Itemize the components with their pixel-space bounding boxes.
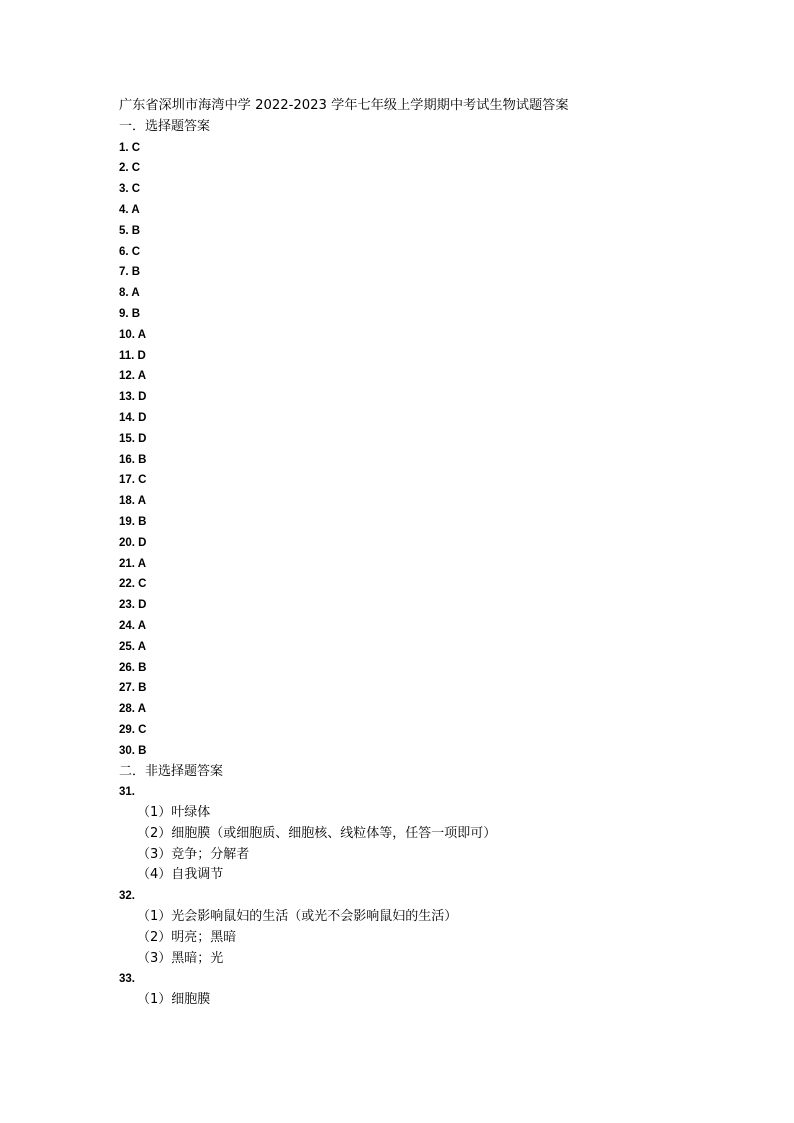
mc-answer: 6. C [119,245,141,258]
question-number: 31. [119,786,135,799]
mc-answer: 10. A [119,328,147,341]
sub-answer: （2）细胞膜（或细胞质、细胞核、线粒体等，任答一项即可） [137,825,497,841]
mc-answer: 27. B [119,682,147,695]
mc-answer: 3. C [119,183,141,196]
mc-answer: 9. B [119,307,141,320]
sub-answer: （2）明亮；黑暗 [137,929,237,945]
mc-answer: 21. A [119,557,147,570]
question-32 [119,886,719,969]
mc-answer: 23. D [119,599,147,612]
mc-answer: 18. A [119,495,147,508]
answer-content [119,96,719,1011]
mc-answer: 17. C [119,474,147,487]
mc-answer: 28. A [119,703,147,716]
mc-answer: 19. B [119,515,147,528]
mc-answer: 7. B [119,266,141,279]
question-number: 33. [119,973,135,986]
sub-answer: （3）竞争；分解者 [137,846,250,862]
sub-answer: （1）光会影响鼠妇的生活（或光不会影响鼠妇的生活） [137,909,458,925]
mc-answer: 12. A [119,370,147,383]
mc-answer: 15. D [119,432,147,445]
mc-answer: 20. D [119,536,147,549]
mc-answer: 14. D [119,411,147,424]
mc-answer: 4. A [119,203,140,216]
mc-answer: 2. C [119,162,141,175]
section-1-heading: 一．选择题答案 [119,118,211,134]
mc-answer: 24. A [119,619,147,632]
mc-answer: 25. A [119,640,147,653]
mc-answer: 22. C [119,578,147,591]
mc-answer: 13. D [119,391,147,404]
mc-answer: 8. A [119,287,140,300]
mc-answer: 5. B [119,224,141,237]
mc-answer: 11. D [119,349,146,362]
section-2-heading: 二．非选择题答案 [119,763,224,779]
mc-answer: 30. B [119,744,147,757]
document-title: 广东省深圳市海湾中学 2022-2023 学年七年级上学期期中考试生物试题答案 [119,98,569,113]
mc-answer: 1. C [119,141,141,154]
sub-answer: （3）黑暗；光 [137,950,224,966]
multiple-choice-answers [119,138,719,762]
mc-answer: 26. B [119,661,147,674]
question-31 [119,782,719,886]
sub-answer: （4）自我调节 [137,867,224,883]
question-number: 32. [119,890,135,903]
sub-answer: （1）细胞膜 [137,992,211,1008]
sub-answer: （1）叶绿体 [137,805,211,821]
question-33 [119,969,719,1011]
mc-answer: 29. C [119,723,147,736]
mc-answer: 16. B [119,453,147,466]
